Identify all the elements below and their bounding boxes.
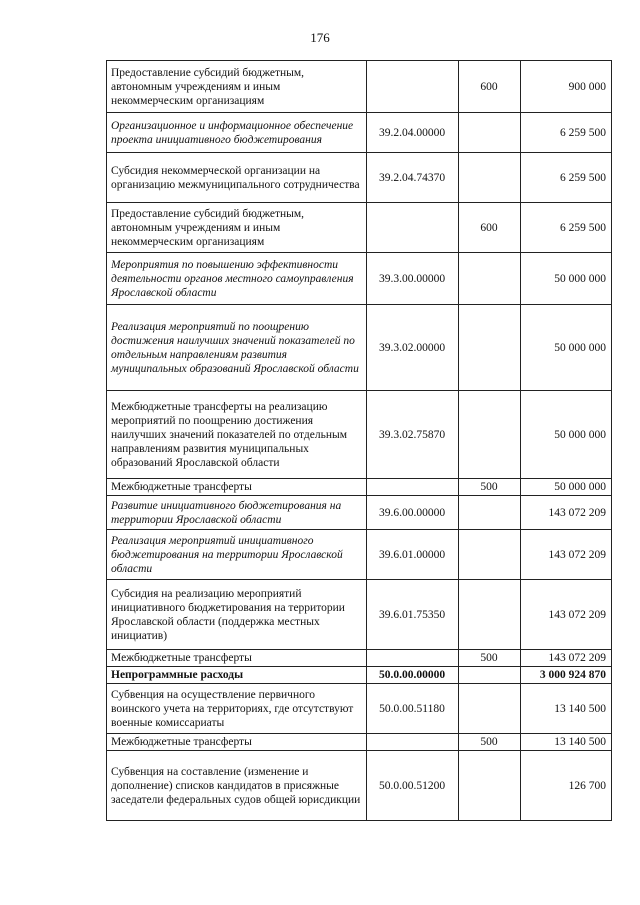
row-name-cell: Организационное и информационное обеспечение проекта инициативного бюджетирования (107, 113, 367, 153)
row-type-cell (459, 305, 521, 391)
row-sum-cell: 143 072 209 (521, 530, 612, 580)
row-sum-cell: 50 000 000 (521, 253, 612, 305)
row-type-cell (459, 530, 521, 580)
row-name-cell: Межбюджетные трансферты на реализацию мероприятий по поощрению достижения наилучших значений показателей по отдельным направлениям развития муниципальных образований Ярославской области (107, 391, 367, 479)
row-name-cell: Предоставление субсидий бюджетным, автономным учреждениям и иным некоммерческим организациям (107, 61, 367, 113)
row-sum-cell: 3 000 924 870 (521, 667, 612, 684)
row-code-cell: 39.2.04.74370 (367, 153, 459, 203)
row-sum-cell: 143 072 209 (521, 496, 612, 530)
row-type-cell: 600 (459, 203, 521, 253)
row-sum-cell: 6 259 500 (521, 153, 612, 203)
row-code-cell (367, 479, 459, 496)
row-name-cell: Межбюджетные трансферты (107, 650, 367, 667)
row-sum-cell: 6 259 500 (521, 113, 612, 153)
table-row (107, 253, 612, 305)
row-type-cell (459, 153, 521, 203)
budget-table (106, 60, 612, 821)
row-sum-cell: 900 000 (521, 61, 612, 113)
table-row (107, 391, 612, 479)
table-row (107, 479, 612, 496)
row-name-cell: Межбюджетные трансферты (107, 734, 367, 751)
row-name-cell: Субсидия некоммерческой организации на организацию межмуниципального сотрудничества (107, 153, 367, 203)
row-code-cell (367, 650, 459, 667)
table-row (107, 530, 612, 580)
row-name-cell: Мероприятия по повышению эффективности деятельности органов местного самоуправления Ярославской области (107, 253, 367, 305)
table-row (107, 650, 612, 667)
table-row (107, 153, 612, 203)
row-code-cell: 50.0.00.00000 (367, 667, 459, 684)
table-row (107, 684, 612, 734)
row-name-cell: Развитие инициативного бюджетирования на территории Ярославской области (107, 496, 367, 530)
row-code-cell: 39.3.02.00000 (367, 305, 459, 391)
row-type-cell (459, 580, 521, 650)
row-name-cell: Предоставление субсидий бюджетным, автономным учреждениям и иным некоммерческим организациям (107, 203, 367, 253)
row-type-cell (459, 751, 521, 821)
row-type-cell (459, 253, 521, 305)
table-row (107, 667, 612, 684)
row-name-cell: Реализация мероприятий инициативного бюджетирования на территории Ярославской области (107, 530, 367, 580)
table-row (107, 203, 612, 253)
row-type-cell (459, 391, 521, 479)
row-code-cell (367, 61, 459, 113)
row-name-cell: Субвенция на составление (изменение и дополнение) списков кандидатов в присяжные заседатели федеральных судов общей юрисдикции (107, 751, 367, 821)
row-sum-cell: 143 072 209 (521, 650, 612, 667)
table-row (107, 734, 612, 751)
table-row (107, 305, 612, 391)
page-number: 176 (310, 30, 330, 45)
row-code-cell: 39.2.04.00000 (367, 113, 459, 153)
row-type-cell (459, 496, 521, 530)
row-code-cell: 50.0.00.51180 (367, 684, 459, 734)
row-sum-cell: 6 259 500 (521, 203, 612, 253)
row-type-cell (459, 684, 521, 734)
row-type-cell: 600 (459, 61, 521, 113)
row-sum-cell: 50 000 000 (521, 479, 612, 496)
row-sum-cell: 143 072 209 (521, 580, 612, 650)
row-name-cell: Субвенция на осуществление первичного воинского учета на территориях, где отсутствуют военные комиссариаты (107, 684, 367, 734)
row-sum-cell: 126 700 (521, 751, 612, 821)
row-type-cell: 500 (459, 650, 521, 667)
row-type-cell (459, 667, 521, 684)
row-code-cell (367, 203, 459, 253)
row-name-cell: Непрограммные расходы (107, 667, 367, 684)
row-code-cell: 39.3.02.75870 (367, 391, 459, 479)
row-type-cell: 500 (459, 734, 521, 751)
row-sum-cell: 13 140 500 (521, 684, 612, 734)
row-code-cell: 39.6.00.00000 (367, 496, 459, 530)
row-name-cell: Субсидия на реализацию мероприятий инициативного бюджетирования на территории Ярославской области (поддержка местных инициатив) (107, 580, 367, 650)
row-code-cell (367, 734, 459, 751)
row-sum-cell: 50 000 000 (521, 391, 612, 479)
row-code-cell: 50.0.00.51200 (367, 751, 459, 821)
table-row (107, 580, 612, 650)
row-code-cell: 39.3.00.00000 (367, 253, 459, 305)
table-row (107, 61, 612, 113)
row-type-cell: 500 (459, 479, 521, 496)
row-name-cell: Реализация мероприятий по поощрению достижения наилучших значений показателей по отдельным направлениям развития муниципальных образований Ярославской области (107, 305, 367, 391)
row-sum-cell: 50 000 000 (521, 305, 612, 391)
table-row (107, 113, 612, 153)
row-code-cell: 39.6.01.75350 (367, 580, 459, 650)
row-sum-cell: 13 140 500 (521, 734, 612, 751)
row-name-cell: Межбюджетные трансферты (107, 479, 367, 496)
row-type-cell (459, 113, 521, 153)
row-code-cell: 39.6.01.00000 (367, 530, 459, 580)
table-row (107, 496, 612, 530)
table-row (107, 751, 612, 821)
